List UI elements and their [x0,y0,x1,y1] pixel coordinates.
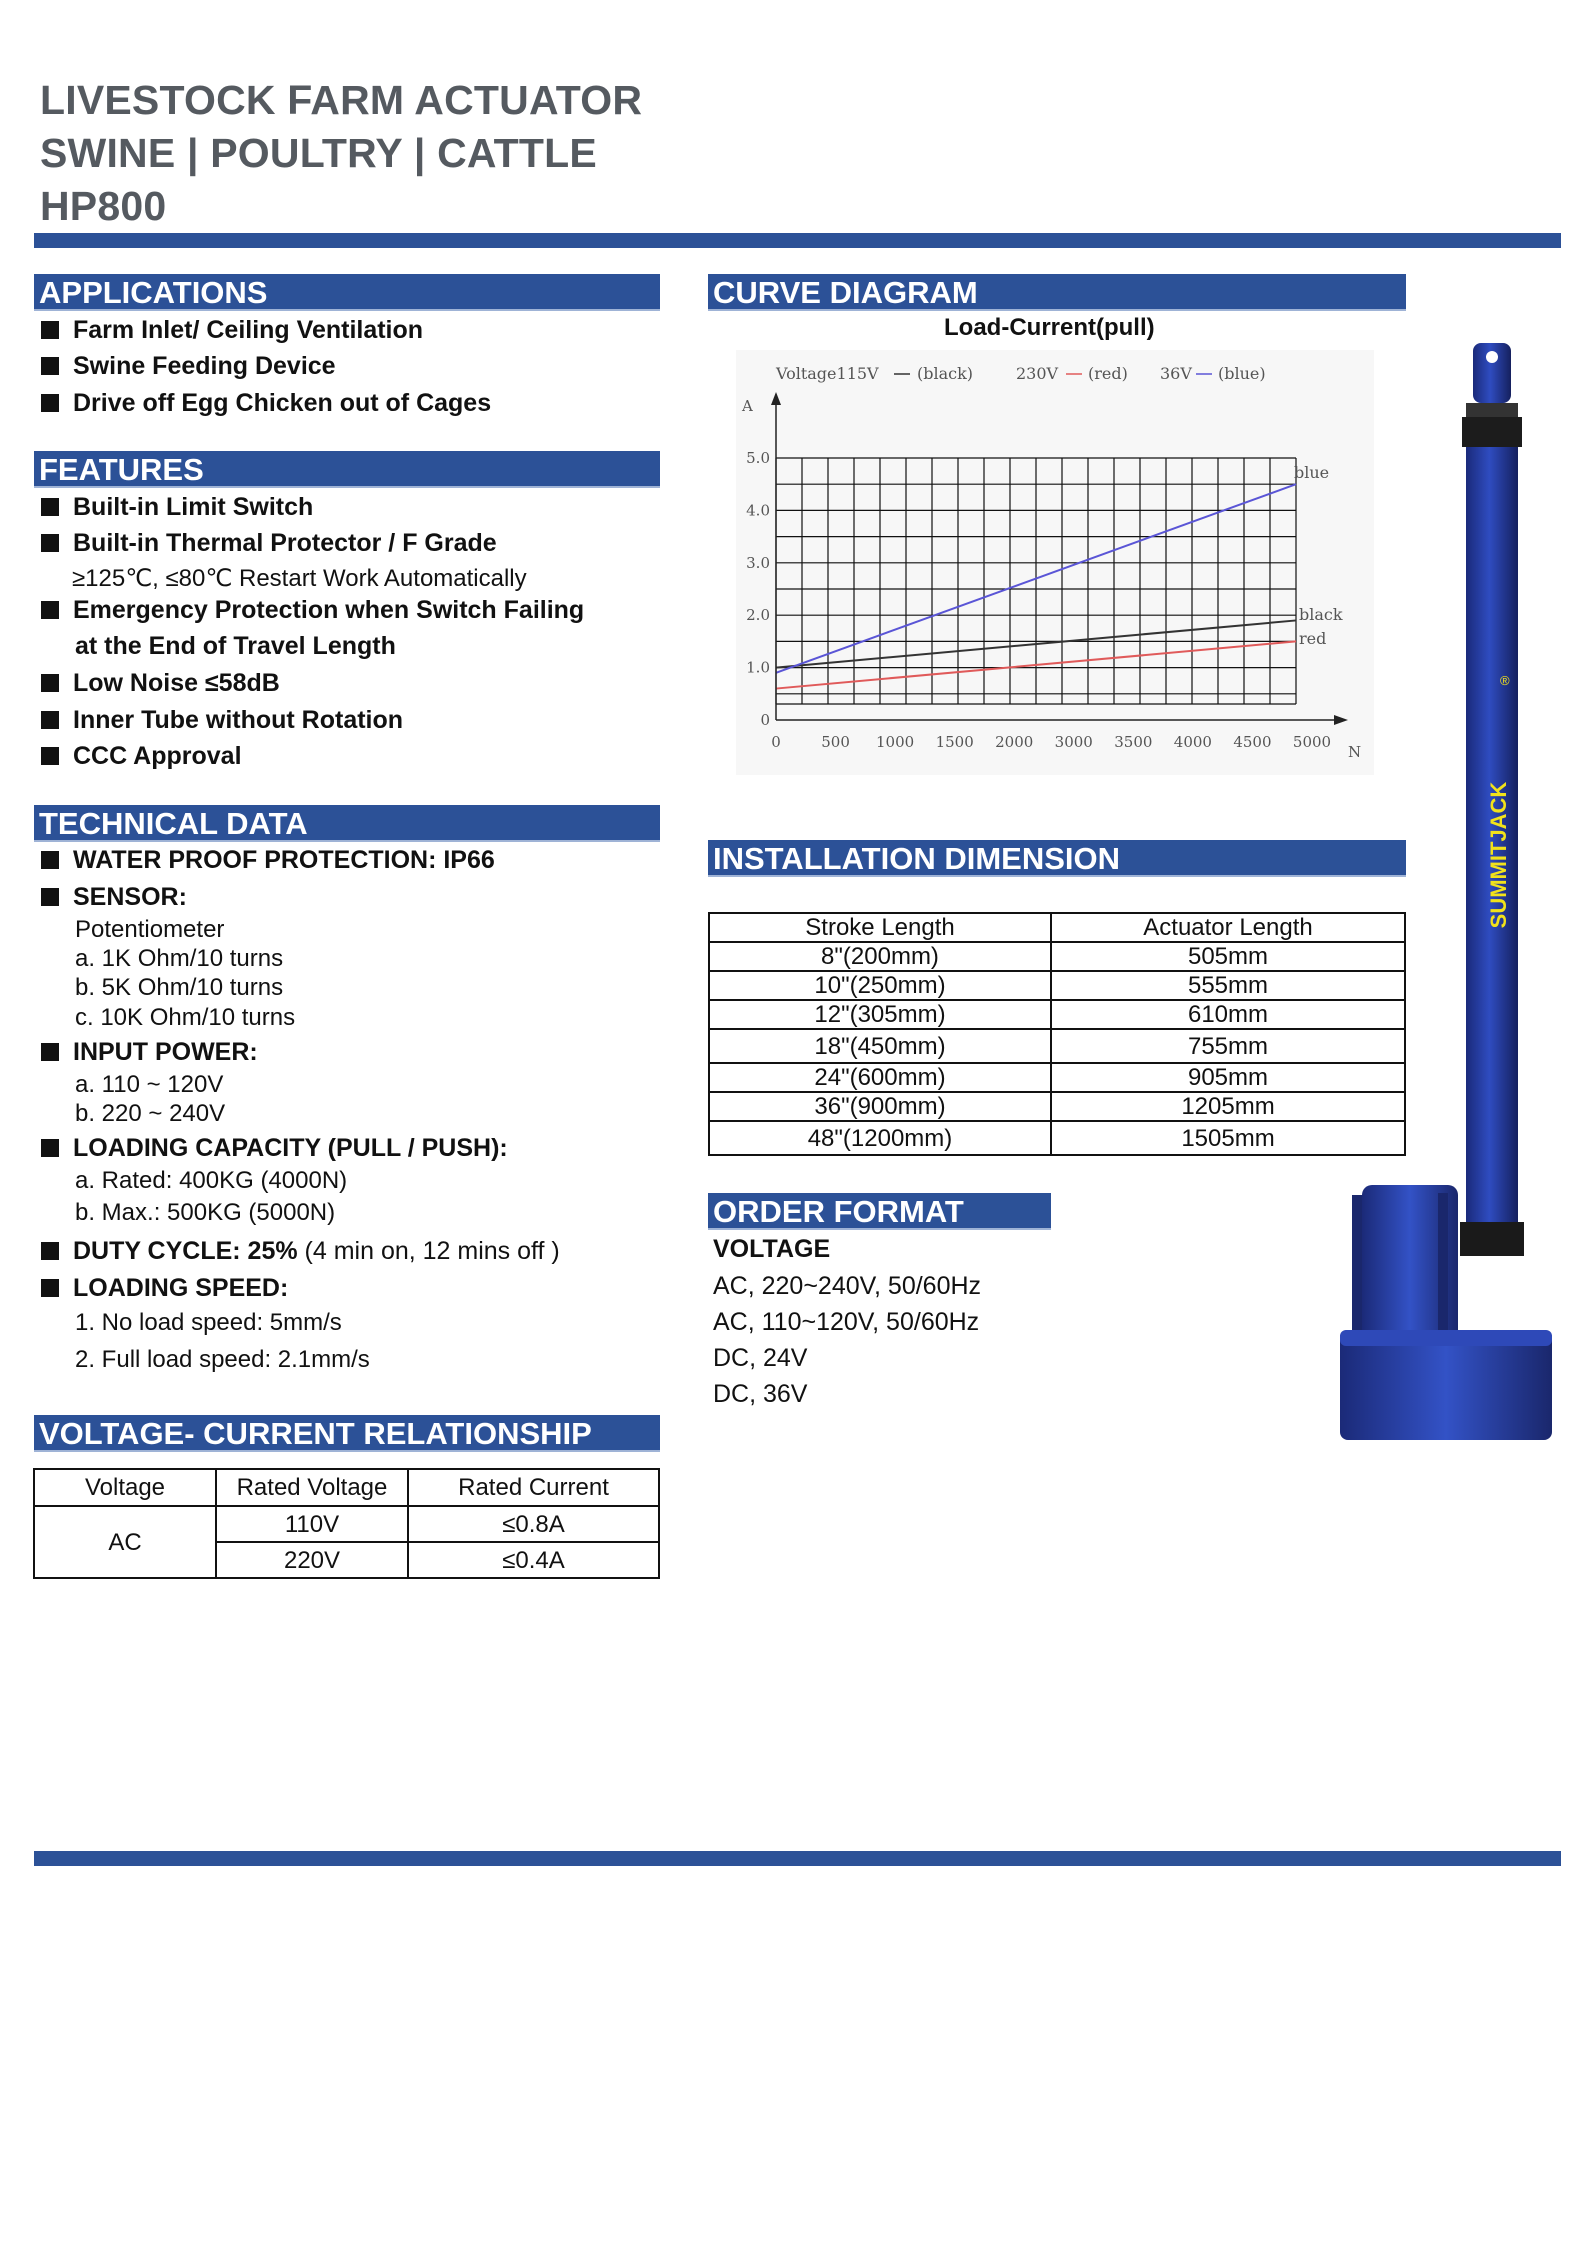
list-item: Drive off Egg Chicken out of Cages [41,389,491,418]
table-row [34,1506,659,1542]
curve-heading: CURVE DIAGRAM [708,274,1406,311]
series-label-red: red [1299,629,1327,648]
table-cell: 1205mm [1051,1092,1405,1121]
legend-black: (black) [917,364,974,383]
table-cell: 12"(305mm) [709,1000,1051,1029]
table-header-row [709,913,1405,942]
loading-line: b. Max.: 500KG (5000N) [75,1199,336,1226]
title-line-2: SWINE | POULTRY | CATTLE [40,130,597,176]
table-cell: 610mm [1051,1000,1405,1029]
table-cell: 48"(1200mm) [709,1121,1051,1155]
bullet-square-icon [41,601,59,619]
table-row [709,971,1405,1000]
order-voltage-label: VOLTAGE [713,1235,831,1263]
table-cell: 505mm [1051,942,1405,971]
power-line: b. 220 ~ 240V [75,1100,226,1127]
loading-line: a. Rated: 400KG (4000N) [75,1167,348,1194]
gearbox [1340,1330,1552,1440]
installation-heading: INSTALLATION DIMENSION [708,840,1406,877]
rod-collar [1466,403,1518,417]
x-tick-label: 4500 [1233,733,1272,751]
x-tick-label: 0 [771,733,781,751]
waterproof-item: WATER PROOF PROTECTION: IP66 [41,846,495,875]
bullet-square-icon [41,498,59,516]
speed-line: 1. No load speed: 5mm/s [75,1309,342,1336]
rear-clamp [1460,1222,1524,1256]
series-label-black: black [1299,605,1343,624]
motor-fin [1352,1195,1362,1345]
x-tick-label: 1000 [876,733,915,751]
legend-red: (red) [1088,364,1128,383]
sensor-item: SENSOR: [41,883,187,912]
title-model: HP800 [40,183,167,229]
sensor-line: b. 5K Ohm/10 turns [75,974,284,1001]
table-row [709,1092,1405,1121]
series-label-blue: blue [1294,463,1330,482]
list-item: Emergency Protection when Switch Failing [41,596,584,625]
motor-fin [1438,1193,1448,1343]
duty-cycle-item: DUTY CYCLE: 25% (4 min on, 12 mins off ) [41,1237,560,1266]
bullet-square-icon [41,747,59,765]
input-power-item: INPUT POWER: [41,1038,258,1067]
list-item: Low Noise ≤58dB [41,669,280,698]
table-row [709,1029,1405,1063]
table-row [709,1063,1405,1092]
bullet-square-icon [41,534,59,552]
voltage-type-cell: AC [34,1506,216,1578]
table-row [709,1000,1405,1029]
loading-capacity-item: LOADING CAPACITY (PULL / PUSH): [41,1134,508,1163]
table-cell: 10"(250mm) [709,971,1051,1000]
table-cell: ≤0.4A [408,1542,659,1578]
y-unit-label: A [742,397,753,415]
y-tick-label: 4.0 [746,501,770,520]
list-item: CCC Approval [41,742,242,771]
bullet-square-icon [41,1242,59,1260]
title-line-1: LIVESTOCK FARM ACTUATOR [40,77,643,123]
x-unit-label: N [1348,743,1362,761]
x-tick-label: 5000 [1292,733,1332,751]
list-item: Built-in Limit Switch [41,493,313,522]
legend-230: 230V [1016,364,1059,383]
table-cell: 1505mm [1051,1121,1405,1155]
list-item: Swine Feeding Device [41,352,336,381]
table-header-cell: Rated Current [408,1469,659,1506]
y-tick-label: 2.0 [746,606,770,625]
bullet-square-icon [41,1139,59,1157]
y-tick-label: 1.0 [746,658,770,677]
legend-prefix: Voltage115V [776,364,879,383]
order-option: AC, 110~120V, 50/60Hz [713,1308,980,1336]
gearbox-top [1340,1330,1552,1346]
legend-36: 36V [1160,364,1192,383]
sensor-line: Potentiometer [75,916,225,943]
voltage-current-table [33,1468,660,1579]
x-tick-label: 2000 [995,733,1034,751]
voltage-current-heading: VOLTAGE- CURRENT RELATIONSHIP [34,1415,660,1452]
front-cap [1462,417,1522,447]
table-cell: 555mm [1051,971,1405,1000]
list-item: Farm Inlet/ Ceiling Ventilation [41,316,423,345]
chart-title: Load-Current(pull) [944,314,1155,341]
x-tick-label: 4000 [1173,733,1212,751]
x-tick-label: 3500 [1114,733,1153,751]
actuator-product-image [1330,335,1560,1445]
brand-text: SUMMITJACK [1486,781,1511,929]
bullet-square-icon [41,851,59,869]
loading-speed-item: LOADING SPEED: [41,1274,288,1303]
order-option: DC, 24V [713,1344,808,1372]
bullet-square-icon [41,711,59,729]
curve-chart [736,350,1374,775]
order-heading: ORDER FORMAT [708,1193,1051,1230]
feature-note: ≥125℃, ≤80℃ Restart Work Automatically [72,565,527,592]
table-row [709,942,1405,971]
curve-chart-svg [736,350,1374,775]
speed-line: 2. Full load speed: 2.1mm/s [75,1346,370,1373]
bottom-divider [34,1851,1561,1866]
top-divider [34,233,1561,248]
table-header-row [34,1469,659,1506]
rod-eye-hole [1486,351,1498,363]
order-option: AC, 220~240V, 50/60Hz [713,1272,982,1300]
x-tick-label: 3000 [1054,733,1093,751]
table-header-cell: Rated Voltage [216,1469,408,1506]
table-cell: 905mm [1051,1063,1405,1092]
table-cell: ≤0.8A [408,1506,659,1542]
bullet-square-icon [41,394,59,412]
y-tick-label: 3.0 [746,553,770,572]
sensor-line: a. 1K Ohm/10 turns [75,945,284,972]
y-tick-label: 0 [760,711,770,729]
table-cell: 8"(200mm) [709,942,1051,971]
table-cell: 220V [216,1542,408,1578]
table-cell: 110V [216,1506,408,1542]
table-cell: 18"(450mm) [709,1029,1051,1063]
power-line: a. 110 ~ 120V [75,1071,224,1098]
bullet-square-icon [41,888,59,906]
bullet-square-icon [41,1043,59,1061]
brand-mark: ® [1500,673,1510,688]
list-item: Built-in Thermal Protector / F Grade [41,529,497,558]
bullet-square-icon [41,674,59,692]
table-header-cell: Actuator Length [1051,913,1405,942]
table-cell: 755mm [1051,1029,1405,1063]
chart-grid [776,458,1296,704]
table-header-cell: Voltage [34,1469,216,1506]
y-axis-arrow-icon [771,392,781,405]
x-tick-label: 500 [821,733,850,751]
table-cell: 36"(900mm) [709,1092,1051,1121]
table-row [709,1121,1405,1155]
feature-continuation: at the End of Travel Length [75,632,396,660]
applications-heading: APPLICATIONS [34,274,660,311]
bullet-square-icon [41,357,59,375]
order-option: DC, 36V [713,1380,808,1408]
y-tick-label: 5.0 [746,449,770,467]
x-tick-label: 1500 [935,733,974,751]
bullet-square-icon [41,321,59,339]
technical-heading: TECHNICAL DATA [34,805,660,842]
list-item: Inner Tube without Rotation [41,706,403,735]
bullet-square-icon [41,1279,59,1297]
legend-blue: (blue) [1218,364,1266,383]
sensor-line: c. 10K Ohm/10 turns [75,1004,296,1031]
table-cell: 24"(600mm) [709,1063,1051,1092]
chart-ticks [746,449,1331,751]
features-heading: FEATURES [34,451,660,488]
installation-table [708,912,1406,1156]
table-header-cell: Stroke Length [709,913,1051,942]
